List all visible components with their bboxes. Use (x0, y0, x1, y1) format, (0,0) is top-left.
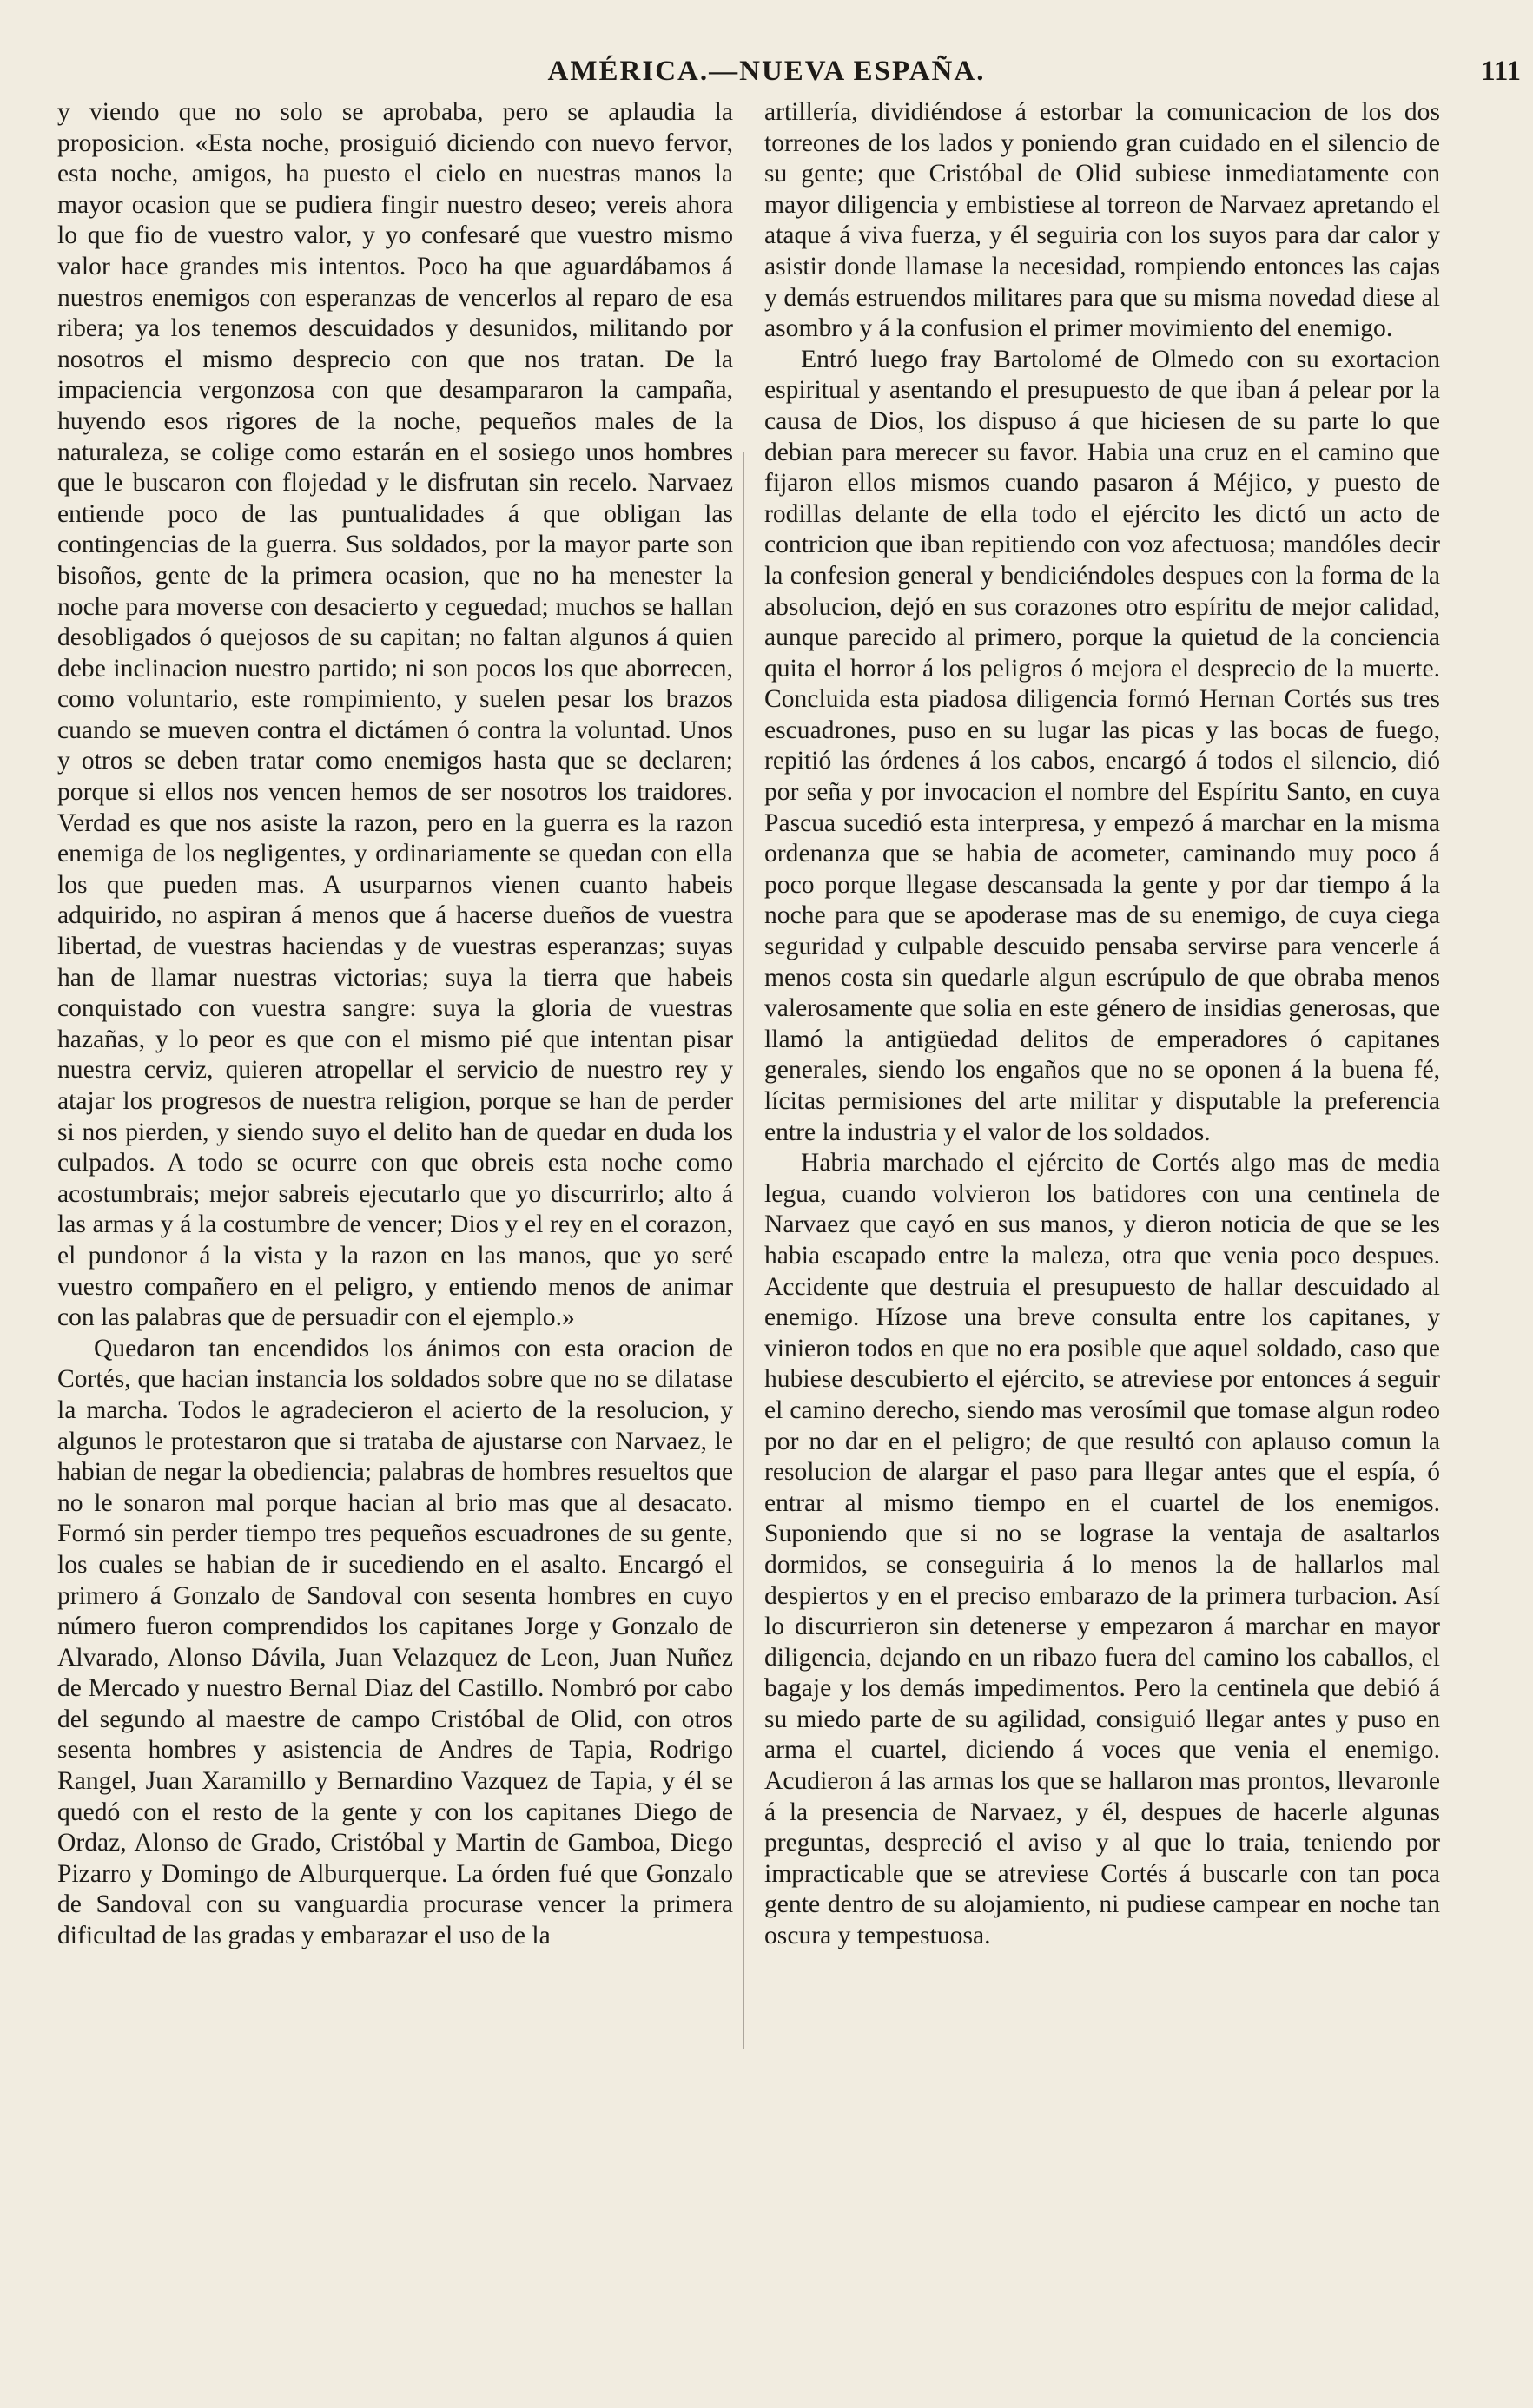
paragraph: y viendo que no solo se aprobaba, pero se aplaudia la proposicion. «Esta noche, prosiguió diciendo con nuevo fervor, esta noche, amigos, ha puesto el cielo en nuestras manos la mayor ocasion que se pudiera fingir nuestro deseo; vereis ahora lo que fio de vuestro valor, y yo confesaré que vuestro mismo valor hace grandes mis intentos. Poco ha que aguardábamos á nuestros enemigos con esperanzas de vencerlos al reparo de esa ribera; ya los tenemos descuidados y desunidos, militando por nosotros el mismo desprecio con que nos tratan. De la impaciencia vergonzosa con que desampararon la campaña, huyendo esos rigores de la noche, pequeños males de la naturaleza, se colige como estarán en el sosiego unos hombres que le buscaron con flojedad y le disfrutan sin recelo. Narvaez entiende poco de las puntualidades á que obligan las contingencias de la guerra. Sus soldados, por la mayor parte son bisoños, gente de la primera ocasion, que no ha menester la noche para moverse con desacierto y ceguedad; muchos se hallan desobligados ó quejosos de su capitan; no faltan algunos á quien debe inclinacion nuestro partido; ni son pocos los que aborrecen, como voluntario, este rompimiento, y suelen pesar los brazos cuando se mueven contra el dictámen ó contra la voluntad. Unos y otros se deben tratar como enemigos hasta que se declaren; porque si ellos nos vencen hemos de ser nosotros los traidores. Verdad es que nos asiste la razon, pero en la guerra es la razon enemiga de los negligentes, y ordinariamente se quedan con ella los que pueden mas. A usurparnos vienen cuanto habeis adquirido, no aspiran á menos que á hacerse dueños de vuestra libertad, de vuestras haciendas y de vuestras esperanzas; suyas han de llamar nuestras victorias; suya la tierra que habeis conquistado con vuestra sangre: suya la gloria de vuestras hazañas, y lo peor es que con el mismo pié que intentan pisar nuestra cerviz, quieren atropellar el servicio de nuestro rey y atajar los progresos de nuestra religion, porque se han de perder si nos pierden, y siendo suyo el delito han de quedar en duda los culpados. A todo se ocurre con que obreis esta noche como acostumbrais; mejor sabreis ejecutarlo que yo discurrirlo; alto á las armas y á la costumbre de vencer; Dios y el rey en el corazon, el pundonor á la vista y la razon en las manos, que yo seré vuestro compañero en el peligro, y entiendo menos de animar con las palabras que de persuadir con el ejemplo.» (57, 98, 733, 1332)
paragraph: artillería, dividiéndose á estorbar la comunicacion de los dos torreones de los lados y poniendo gran cuidado en el silencio de su gente; que Cristóbal de Olid subiese inmediatamente con mayor diligencia y embistiese al torreon de Narvaez apretando el ataque á viva fuerza, y él seguiria con los suyos para dar calor y asistir donde llamase la necesidad, rompiendo entonces las cajas y demás estruendos militares para que su misma novedad diese al asombro y á la confusion el primer movimiento del enemigo. (764, 98, 1440, 343)
paragraph: Habria marchado el ejército de Cortés algo mas de media legua, cuando volvieron los batidores con una centinela de Narvaez que cayó en sus manos, y dieron noticia de que se les habia escapado entre la maleza, otra que venia poco despues. Accidente que destruia el presupuesto de hallar descuidado al enemigo. Hízose una breve consulta entre los capitanes, y vinieron todos en que no era posible que aquel soldado, caso que hubiese descubierto el ejército, se atreviese por entonces á seguir el camino derecho, siendo mas verosímil que tomase algun rodeo por no dar en el peligro; de que resultó con aplauso comun la resolucion de alargar el paso para llegar antes que el espía, ó entrar al mismo tiempo en el cuartel de los enemigos. Suponiendo que si no se lograse la ventaja de asaltarlos dormidos, se conseguiria á lo menos la de hallarlos mal despiertos y en el preciso embarazo de la primera turbacion. Así lo discurrieron sin detenerse y empezaron á marchar en mayor diligencia, dejando en un ribazo fuera del camino los caballos, el bagaje y los demás impedimentos. Pero la centinela que debió á su miedo parte de su agilidad, consiguió llegar antes y puso en arma el cuartel, diciendo á voces que venia el enemigo. Acudieron á las armas los que se hallaron mas prontos, llevaronle á la presencia de Narvaez, y él, despues de hacerle algunas preguntas, despreció el aviso y al que lo traia, teniendo por impracticable que se atreviese Cortés á buscarle con tan poca gente dentro de su alojamiento, ni pudiese campear en noche tan oscura y tempestuosa. (764, 1149, 1440, 1950)
paragraph: Quedaron tan encendidos los ánimos con esta oracion de Cortés, que hacian instancia los soldados sobre que no se dilatase la marcha. Todos le agradecieron el acierto de la resolucion, y algunos le protestaron que si trataba de ajustarse con Narvaez, le habian de negar la obediencia; palabras de hombres resueltos que no le sonaron mal porque hacian al brio mas que al desacato. Formó sin perder tiempo tres pequeños escuadrones de su gente, los cuales se habian de ir sucediendo en el asalto. Encargó el primero á Gonzalo de Sandoval con sesenta hombres en cuyo número fueron comprendidos los capitanes Jorge y Gonzalo de Alvarado, Alonso Dávila, Juan Velazquez de Leon, Juan Nuñez de Mercado y nuestro Bernal Diaz del Castillo. Nombró por cabo del segundo al maestre de campo Cristóbal de Olid, con otros sesenta hombres y asistencia de Andres de Tapia, Rodrigo Rangel, Juan Xaramillo y Bernardino Vazquez de Tapia, y él se quedó con el resto de la gente y con los capitanes Diego de Ordaz, Alonso de Grado, Cristóbal y Martin de Gamboa, Diego Pizarro y Domingo de Alburquerque. La órden fué que Gonzalo de Sandoval con su vanguardia procurase vencer la primera dificultad de las gradas y embarazar el uso de la (57, 1334, 733, 1950)
right-column (764, 97, 1440, 1952)
running-head: AMÉRICA.—NUEVA ESPAÑA. (547, 56, 986, 87)
column-divider (743, 452, 744, 2049)
page-number: 111 (1481, 56, 1521, 87)
paragraph: Entró luego fray Bartolomé de Olmedo con su exortacion espiritual y asentando el presupuesto de que iban á pelear por la causa de Dios, los dispuso á que hiciesen de su parte lo que debian para merecer su favor. Habia una cruz en el camino que fijaron ellos mismos cuando pasaron á Méjico, y puesto de rodillas delante de ella todo el ejército les dictó un acto de contricion que iban repitiendo con voz afectuosa; mandóles decir la confesion general y bendiciéndoles despues con la forma de la absolucion, dejó en sus corazones otro espíritu de mejor calidad, aunque parecido al primero, porque la quietud de la conciencia quita el horror á los peligros ó mejora el desprecio de la muerte. Concluida esta piadosa diligencia formó Hernan Cortés sus tres escuadrones, puso en su lugar las picas y las bocas de fuego, repitió las órdenes á los cabos, encargó á todos el silencio, dió por seña y por invocacion el nombre del Espíritu Santo, en cuya Pascua sucedió esta interpresa, y empezó á marchar en la misma ordenanza que se habia de acometer, caminando muy poco á poco porque llegase descansada la gente y por dar tiempo á la noche para que se apoderase mas de su enemigo, de cuya ciega seguridad y culpable descuido pensaba servirse para vencerle á menos costa sin quedarle algun escrúpulo de que obraba menos valerosamente que solia en este género de insidias generosas, que llamó la antigüedad delitos de emperadores ó capitanes generales, siendo los engaños que no se oponen á la buena fé, lícitas permisiones del arte militar y disputable la preferencia entre la industria y el valor de los soldados. (764, 345, 1440, 1146)
left-column (57, 97, 733, 1952)
page-header (0, 56, 1533, 97)
